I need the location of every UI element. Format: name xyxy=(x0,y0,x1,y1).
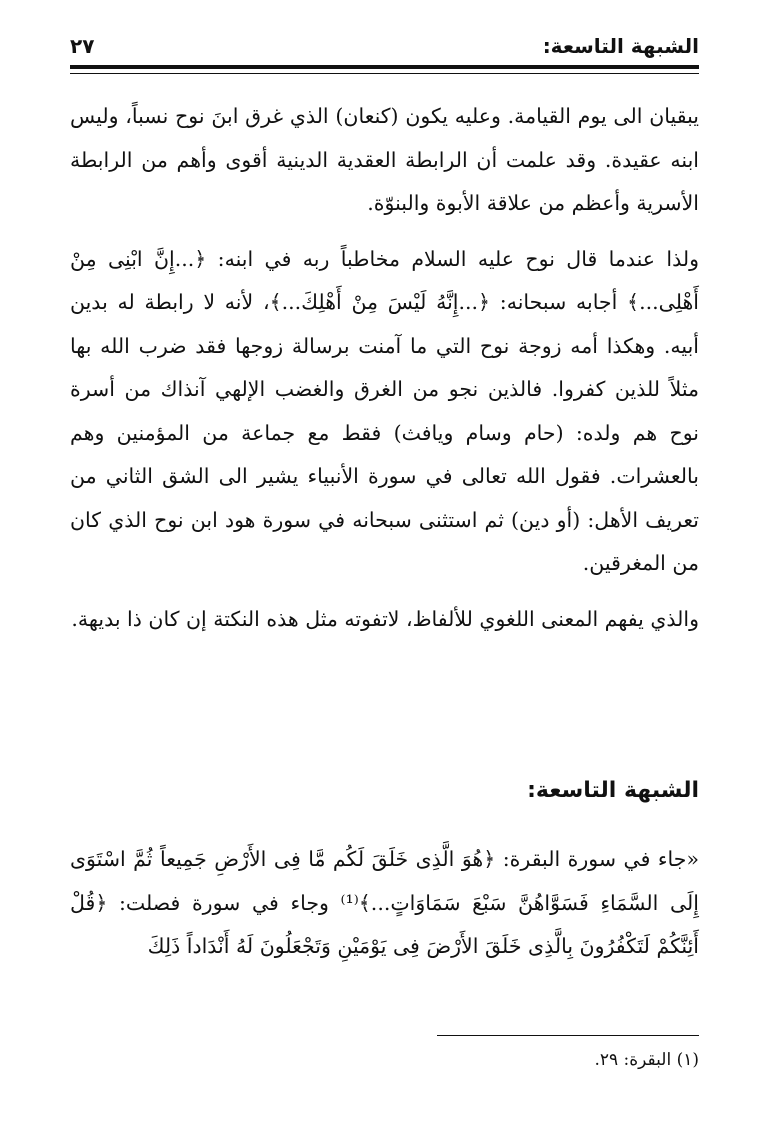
running-header xyxy=(70,30,699,62)
paragraph-3: والذي يفهم المعنى اللغوي للألفاظ، لاتفوته مثل هذه النكتة إن كان ذا بديهة. xyxy=(71,606,699,631)
footnote-1: (١) البقرة: ٢٩. xyxy=(594,1050,699,1070)
quote-text xyxy=(70,838,699,969)
paragraph-1: يبقيان الى يوم القيامة. وعليه يكون (كنعان) الذي غرق ابنَ نوح نسباً، وليس ابنه عقيدة. وقد علمت أن الرابطة العقدية الدينية أقوى وأهم من الرابطة الأسرية وأعظم من علاقة الأبوة والبنوّة. xyxy=(70,104,699,215)
page-number: ٢٧ xyxy=(70,34,95,58)
quote-paragraph: «جاء في سورة البقرة: ﴿هُوَ الَّذِى خَلَقَ لَكُم مَّا فِى الأَرْضِ جَمِيعاً ثُمَّ اسْتَوَى إِلَى السَّمَاءِ فَسَوَّاهُنَّ سَبْعَ سَمَاوَاتٍ...﴾⁽¹⁾ وجاء في سورة فصلت: ﴿قُلْ أَئِنَّكُمْ لَتَكْفُرُونَ بِالَّذِى خَلَقَ الأَرْضَ فِى يَوْمَيْنِ وَتَجْعَلُونَ لَهُ أَنْدَاداً ذَلِكَ xyxy=(70,847,699,958)
footnote-rule xyxy=(437,1035,699,1036)
paragraph-2: ولذا عندما قال نوح عليه السلام مخاطباً ربه في ابنه: ﴿...إِنَّ ابْنِى مِنْ أَهْلِى...﴾ أجابه سبحانه: ﴿...إِنَّهُ لَيْسَ مِنْ أَهْلِكَ...﴾، لأنه لا رابطة له بدين أبيه. وهكذا أمه زوجة نوح التي ما آمنت برسالة زوجها فقد ضرب الله بها مثلاً للذين كفروا. فالذين نجو من الغرق والغضب الإلهي آنذاك من أسرة نوح هم ولده: (حام وسام ويافث) فقط مع جماعة من المؤمنين وهم بالعشرات. فقول الله تعالى في سورة الأنبياء يشير الى الشق الثاني من تعريف الأهل: (أو دين) ثم استثنى سبحانه في سورة هود ابن نوح الذي كان من المغرقين. xyxy=(70,246,699,575)
body-text xyxy=(70,95,699,641)
header-rule-thick xyxy=(70,65,699,69)
section-heading: الشبهة التاسعة: xyxy=(527,778,699,803)
header-rule-thin xyxy=(70,73,699,74)
running-title: الشبهة التاسعة: xyxy=(542,34,699,58)
